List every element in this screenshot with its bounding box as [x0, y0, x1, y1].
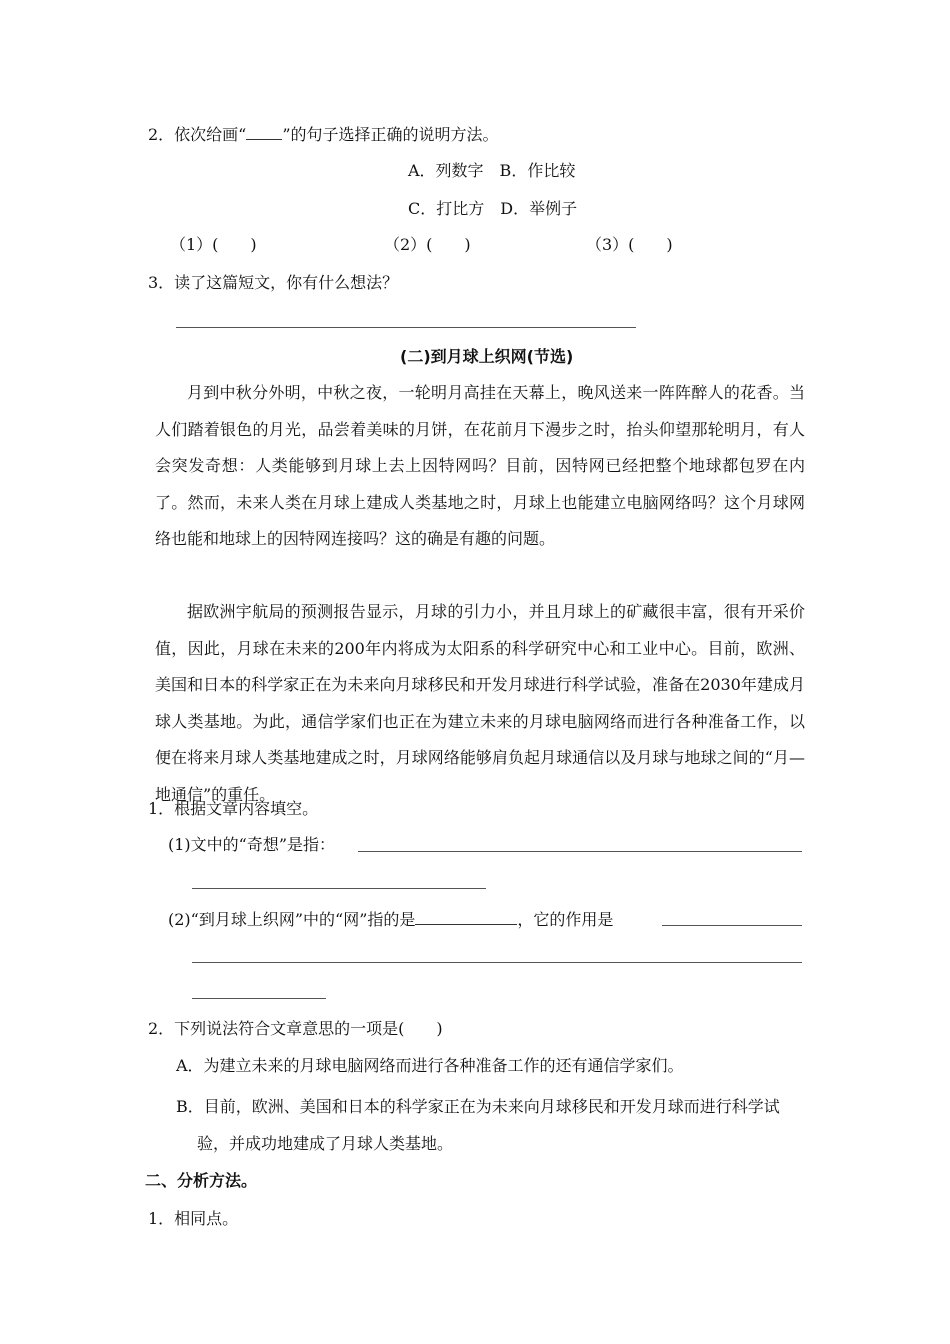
s2q1-sub1-answer-line-1[interactable] [358, 851, 802, 852]
s2q2-stem: 2．下列说法符合文章意思的一项是( ) [148, 1019, 443, 1038]
part2-heading: 二、分析方法。 [145, 1171, 258, 1190]
s2q1-sub2-answer-line-3[interactable] [192, 998, 326, 999]
s2q1-sub2-answer-line-2[interactable] [192, 962, 802, 963]
section2-title: (二)到月球上织网(节选) [400, 347, 574, 366]
q2-stem-before: 2．依次给画“ [148, 125, 247, 144]
q2-options-row2: C．打比方 D．举例子 [408, 199, 578, 218]
q3-answer-line[interactable] [176, 327, 636, 328]
passage-paragraph-2: 据欧洲宇航局的预测报告显示，月球的引力小，并且月球上的矿藏很丰富，很有开采价值，因此，月球在未来的200年内将成为太阳系的科学研究中心和工业中心。目前，欧洲、美国和日本的科学家正在为未来向月球移民和开发月球进行科学试验，准备在2030年建成月球人类基地。为此，通信学家们也正在为建立未来的月球电脑网络而进行各种准备工作，以便在将来月球人类基地建成之时，月球网络能够肩负起月球通信以及月球与地球之间的“月—地通信”的重任。 [155, 602, 805, 804]
q2-stem-after: ”的句子选择正确的说明方法。 [282, 125, 499, 144]
part2-item-1: 1．相同点。 [148, 1209, 239, 1228]
s2q2-option-b-line2: 验，并成功地建成了月球人类基地。 [197, 1134, 454, 1153]
s2q1-sub2-answer-line-1[interactable] [662, 925, 802, 926]
s2q1-sub2-blank-1[interactable] [415, 908, 517, 925]
s2q1-sub2-text-b: ，它的作用是 [517, 910, 614, 929]
s2q1-stem: 1．根据文章内容填空。 [148, 799, 319, 818]
q2-blank-1[interactable]: （1）( ) [170, 235, 257, 254]
s2q1-sub2 [168, 908, 613, 931]
q2-blank-2[interactable]: （2）( ) [384, 235, 471, 254]
q2-stem [148, 123, 499, 146]
q2-stem-underline-sample [246, 123, 282, 140]
s2q2-option-a[interactable]: A．为建立未来的月球电脑网络而进行各种准备工作的还有通信学家们。 [176, 1056, 684, 1075]
q2-blank-3[interactable]: （3）( ) [586, 235, 673, 254]
q2-options-row1: A．列数字 B．作比较 [408, 161, 576, 180]
q3-stem: 3．读了这篇短文，你有什么想法？ [148, 273, 399, 292]
s2q2-option-b-line1[interactable]: B．目前，欧洲、美国和日本的科学家正在为未来向月球移民和开发月球而进行科学试 [176, 1097, 780, 1116]
s2q1-sub1: (1)文中的“奇想”是指： [168, 835, 336, 854]
s2q1-sub2-text-a: (2)“到月球上织网”中的“网”指的是 [168, 910, 416, 929]
passage-paragraph-1: 月到中秋分外明，中秋之夜，一轮明月高挂在天幕上，晚风送来一阵阵醉人的花香。当人们踏着银色的月光，品尝着美味的月饼，在花前月下漫步之时，抬头仰望那轮明月，有人会突发奇想：人类能够到月球上去上因特网吗？目前，因特网已经把整个地球都包罗在内了。然而，未来人类在月球上建成人类基地之时，月球上也能建立电脑网络吗？这个月球网络也能和地球上的因特网连接吗？这的确是有趣的问题。 [155, 383, 805, 548]
s2q1-sub1-answer-line-2[interactable] [192, 888, 486, 889]
